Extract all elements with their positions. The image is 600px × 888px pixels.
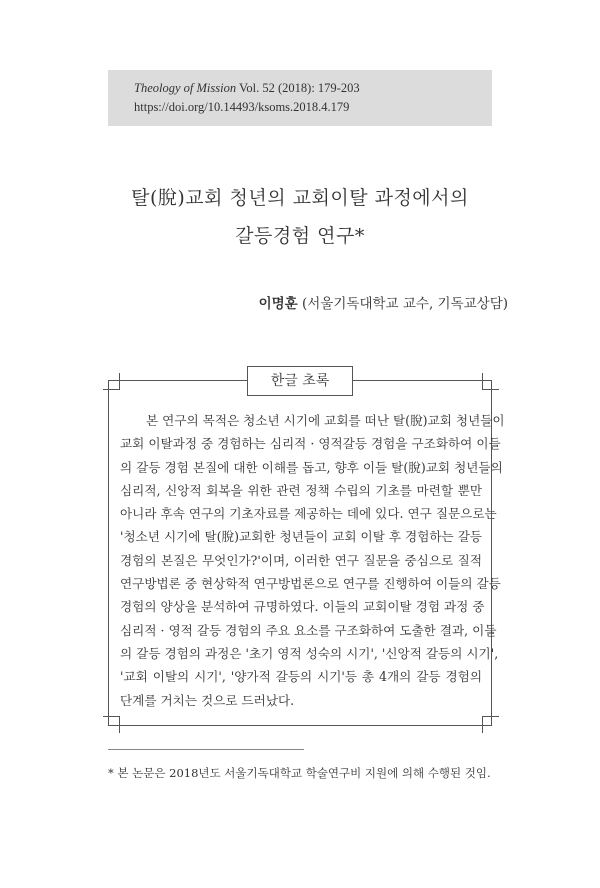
abstract-line: 아니라 후속 연구의 기초자료를 제공하는 데에 있다. 연구 질문으로는 bbox=[120, 506, 497, 522]
journal-info-box bbox=[108, 70, 492, 126]
journal-doi: https://doi.org/10.14493/ksoms.2018.4.179 bbox=[134, 100, 350, 114]
footnote-divider bbox=[108, 749, 304, 750]
abstract-line: 경험의 본질은 무엇인가?'이며, 이러한 연구 질문을 중심으로 질적 bbox=[120, 552, 482, 568]
frame-corner-bottom-left bbox=[103, 716, 120, 733]
abstract-heading: 한글 초록 bbox=[247, 366, 353, 396]
abstract-line: 교회 이탈과정 중 경험하는 심리적 · 영적갈등 경험을 구조화하여 이들 bbox=[120, 436, 501, 452]
frame-corner-bottom-right bbox=[482, 716, 499, 733]
abstract-line: 경험의 양상을 분석하여 규명하였다. 이들의 교회이탈 경험 과정 중 bbox=[120, 599, 485, 615]
abstract-line: 심리적 · 영적 갈등 경험의 주요 요소를 구조화하여 도출한 결과, 이들 bbox=[120, 622, 497, 638]
paper-title-line-2: 갈등경험 연구* bbox=[235, 225, 365, 247]
author-name: 이명훈 bbox=[258, 296, 298, 312]
abstract-line: '청소년 시기에 탈(脫)교회한 청년들이 교회 이탈 후 경험하는 갈등 bbox=[120, 529, 483, 545]
abstract-line: 연구방법론 중 현상학적 연구방법론으로 연구를 진행하여 이들의 갈등 bbox=[120, 576, 501, 592]
journal-issue: Vol. 52 (2018): 179-203 bbox=[239, 81, 360, 95]
abstract-line: '교회 이탈의 시기', '양가적 갈등의 시기'등 총 4개의 갈등 경험의 bbox=[120, 669, 482, 685]
abstract-body bbox=[120, 409, 505, 712]
journal-citation bbox=[134, 79, 492, 98]
footnote: * 본 논문은 2018년도 서울기독대학교 학술연구비 지원에 의해 수행된 것임. bbox=[108, 766, 491, 780]
abstract-line: 의 갈등 경험 본질에 대한 이해를 돕고, 향후 이들 탈(脫)교회 청년들의 bbox=[120, 459, 503, 475]
abstract-line: 심리적, 신앙적 회복을 위한 관련 정책 수립의 기초를 마련할 뿐만 bbox=[120, 482, 482, 498]
frame-corner-top-right bbox=[482, 373, 499, 390]
abstract-line: 단계를 거치는 것으로 드러났다. bbox=[120, 692, 295, 708]
abstract-line: 본 연구의 목적은 청소년 시기에 교회를 떠난 탈(脫)교회 청년들이 bbox=[146, 413, 505, 428]
author-affiliation: (서울기독대학교 교수, 기독교상담) bbox=[302, 296, 508, 312]
paper-title-line-1: 탈(脫)교회 청년의 교회이탈 과정에서의 bbox=[131, 187, 469, 209]
journal-name: Theology of Mission bbox=[134, 81, 237, 95]
abstract-line: 의 갈등 경험의 과정은 '초기 영적 성숙의 시기', '신앙적 갈등의 시기', bbox=[120, 645, 499, 661]
frame-corner-top-left bbox=[103, 373, 120, 390]
author-line bbox=[259, 292, 508, 312]
